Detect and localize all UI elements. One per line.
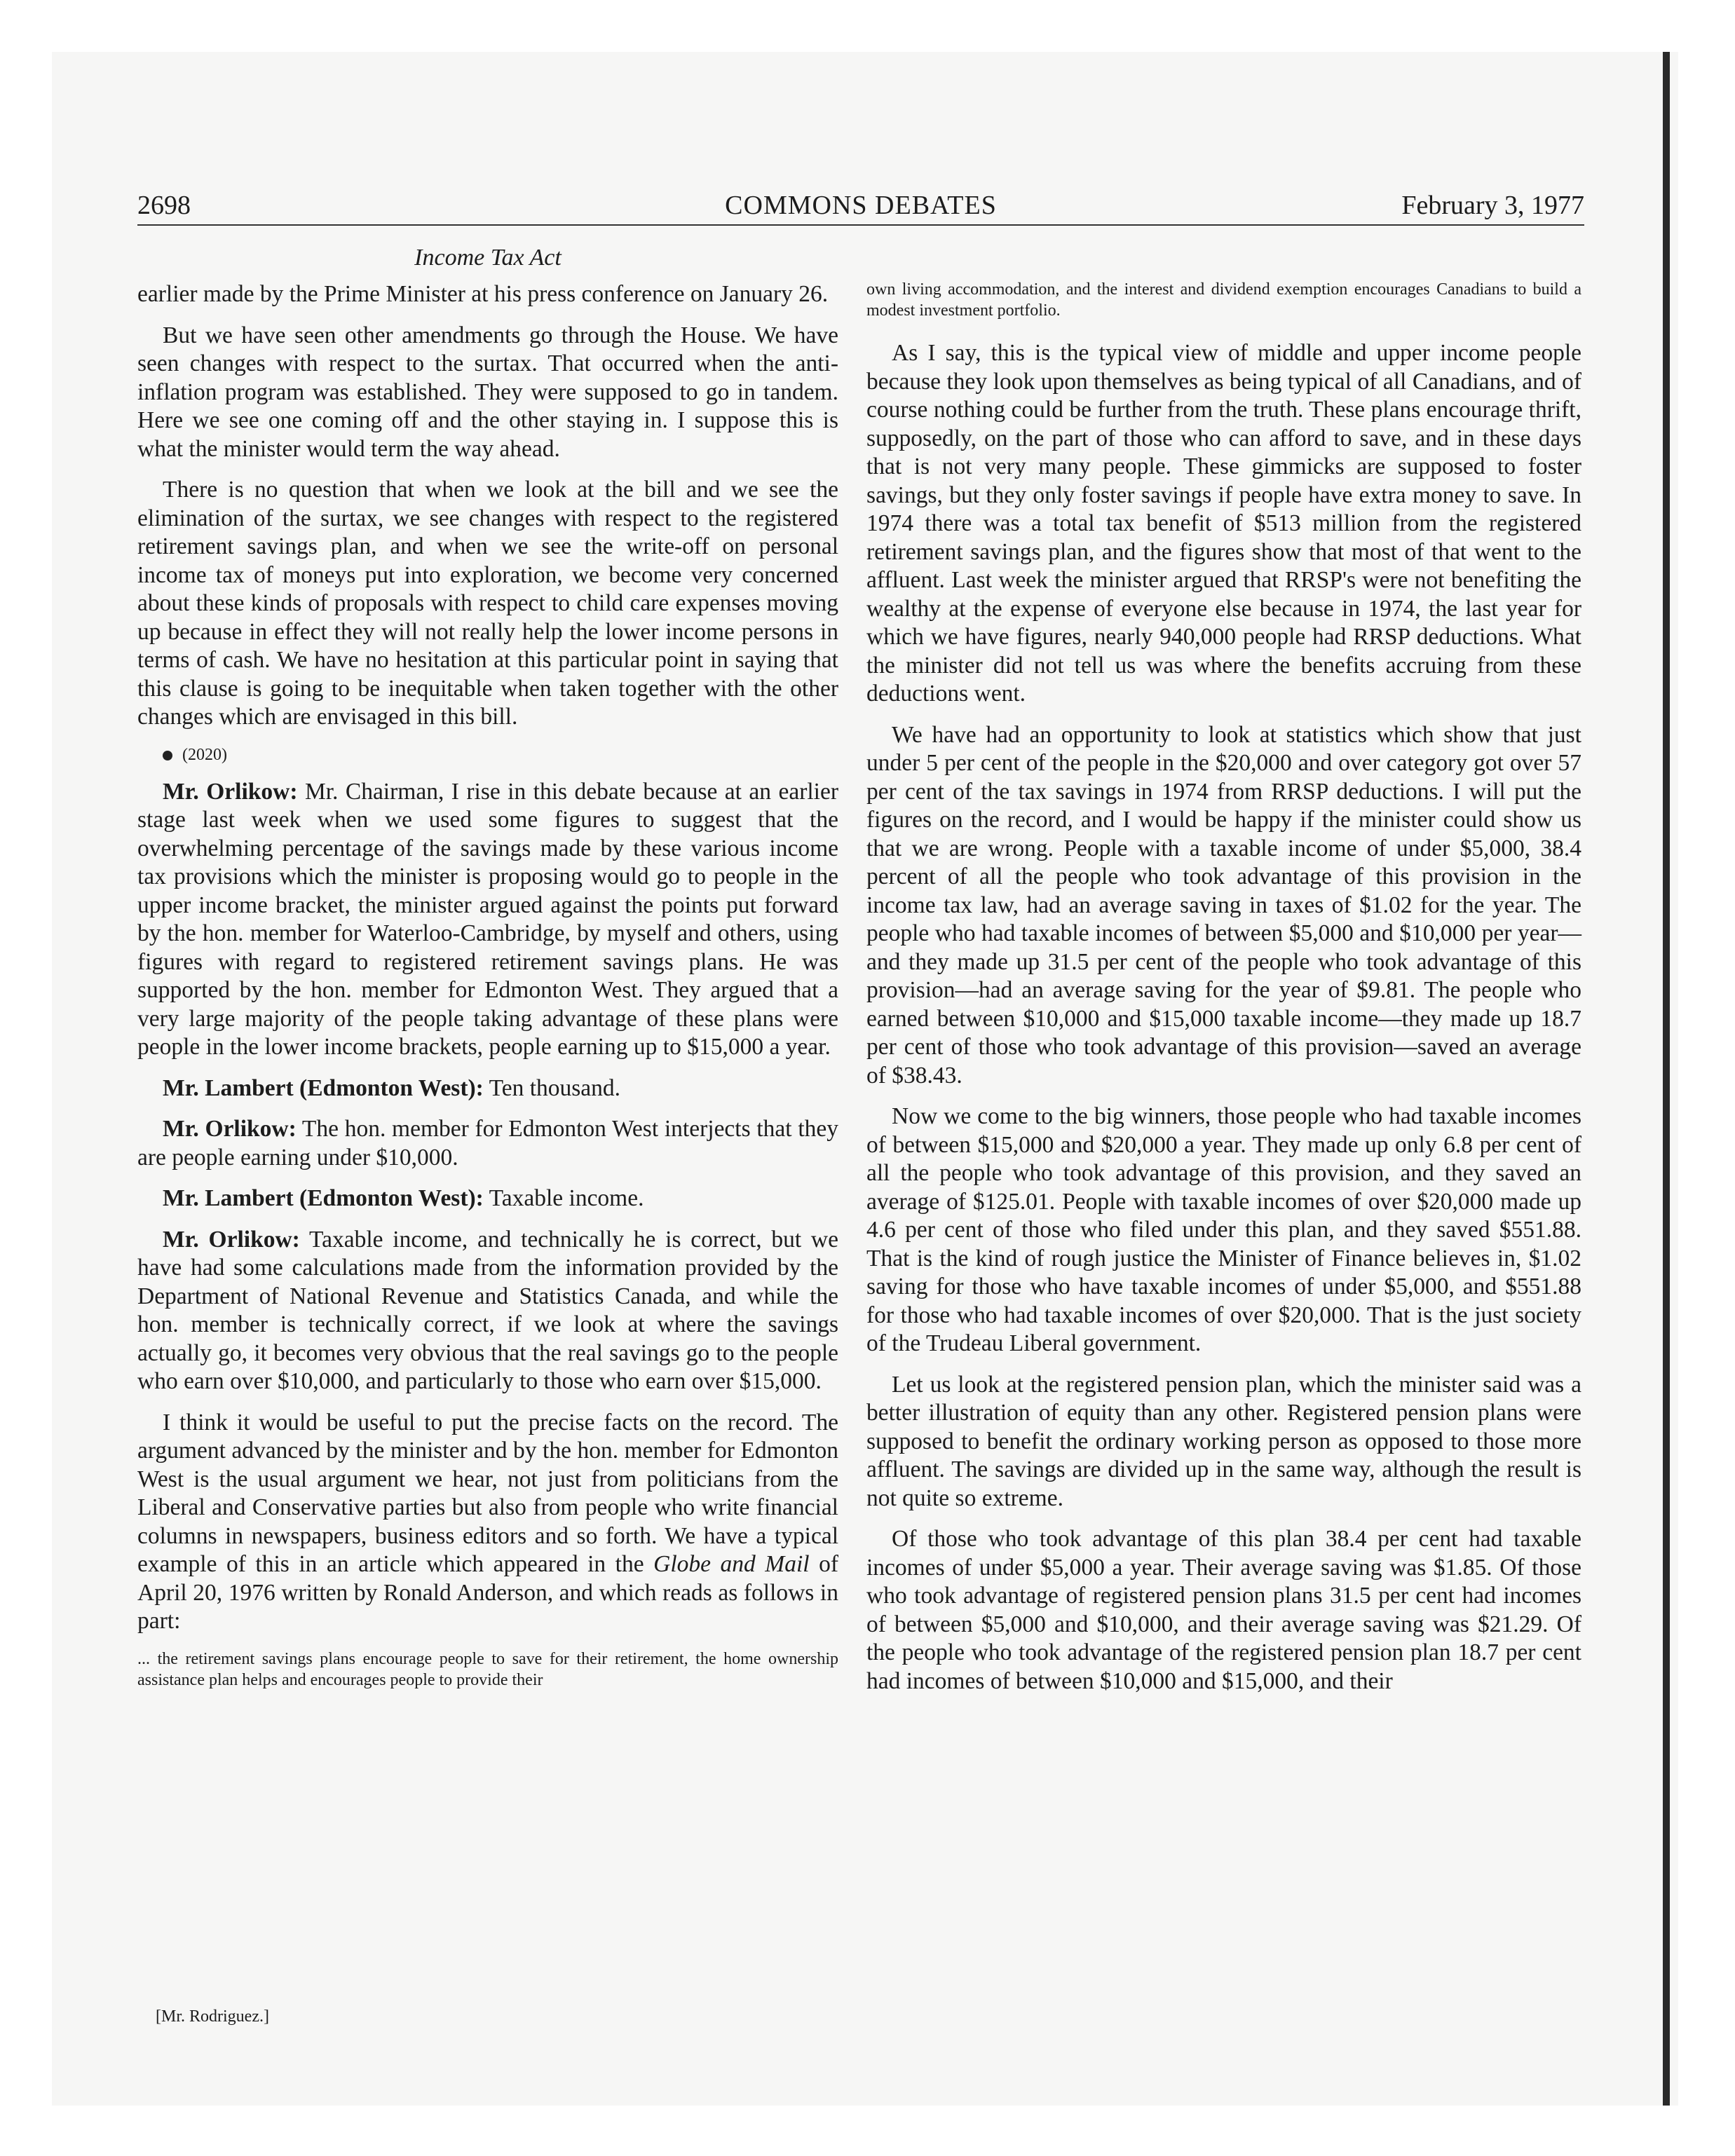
speech-text: Taxable income, and technically he is correct, but we have had some calculations made from the information provided by the Department of National Revenue and Statistics Canada, and while the hon. member is technically correct, if we look at where the savings actually go, it becomes very obvious that the real savings go to the people who earn over $10,000, and particularly to those who earn over $15,000. xyxy=(137,1226,838,1394)
bullet-icon xyxy=(163,751,172,760)
block-quote: ... the retirement savings plans encourage people to save for their retirement, the home ownership assistance plan helps and encourages people to provide their xyxy=(137,1649,838,1689)
speaker-name: Mr. Lambert (Edmonton West): xyxy=(163,1074,484,1101)
running-header xyxy=(137,186,1584,224)
page-date: February 3, 1977 xyxy=(1401,191,1584,220)
paragraph xyxy=(137,1409,838,1636)
paragraph: We have had an opportunity to look at statistics which show that just under 5 per cent of the people in the $20,000 and over category got over 57 per cent of the tax savings in 1974 from RRSP deductions. I will put the figures on the record, and I would be happy if the minister could show us that we are wrong. People with a taxable income of under $5,000, 38.4 percent of all the people who took advantage of this provision in the income tax law, had an average saving in taxes of $1.02 for the year. The people who had taxable incomes of between $5,000 and $10,000 per year—and they made up 31.5 per cent of the people who took advantage of this provision—had an average saving for the year of $9.81. The people who earned between $10,000 and $15,000 taxable income—they made up 18.7 per cent of those who took advantage of this provision—saved an average of $38.43. xyxy=(866,721,1581,1089)
page-edge-shadow xyxy=(1663,52,1670,2106)
speaker-name: Mr. Orlikow: xyxy=(163,778,298,805)
publication-name: Globe and Mail xyxy=(653,1551,810,1577)
paragraph xyxy=(137,1115,838,1172)
time-marker-label: (2020) xyxy=(182,745,227,764)
publication-title: COMMONS DEBATES xyxy=(725,191,997,220)
speech-text: Mr. Chairman, I rise in this debate because at an earlier stage last week when we used some figures to suggest that the overwhelming percentage of the savings made by these various income tax provisions which the minister is proposing would go to people in the upper income bracket, the minister argued against the points put forward by the hon. member for Waterloo-Cambridge, by myself and others, using figures with regard to registered retirement savings plans. He was supported by the hon. member for Edmonton West. They argued that a very large majority of the people taking advantage of these plans were people in the lower income brackets, people earning up to $15,000 a year. xyxy=(137,778,838,1060)
speaker-name: Mr. Orlikow: xyxy=(163,1116,297,1142)
paragraph xyxy=(137,1185,838,1213)
speaker-name: Mr. Lambert (Edmonton West): xyxy=(163,1185,484,1211)
paragraph: Now we come to the big winners, those people who had taxable incomes of between $15,000 and $20,000 a year. They made up only 6.8 per cent of all the people who took advantage of this provision, and they saved an average of $125.01. People with taxable incomes of over $20,000 made up 4.6 per cent of those who filed under this plan, and they saved $551.88. That is the kind of rough justice the Minister of Finance believes in, $1.02 saving for those who have taxable incomes of under $5,000, and $551.88 for those who had taxable incomes of over $20,000. That is the just society of the Trudeau Liberal government. xyxy=(866,1103,1581,1356)
section-title: Income Tax Act xyxy=(414,245,562,271)
paragraph: earlier made by the Prime Minister at his press conference on January 26. xyxy=(137,281,829,307)
right-column xyxy=(866,279,1581,1708)
speech-text: of April 20, 1976 written by Ronald Anderson, and which reads as follows in part: xyxy=(137,1551,839,1634)
left-column xyxy=(137,280,838,1698)
speaker-name: Mr. Orlikow: xyxy=(163,1226,300,1253)
speech-text: Ten thousand. xyxy=(489,1074,621,1101)
speaker-footnote: [Mr. Rodriguez.] xyxy=(156,2007,269,2026)
paragraph xyxy=(137,778,838,1062)
paragraph: Let us look at the registered pension plan, which the minister said was a better illustration of equity than any other. Registered pension plans were supposed to benefit the ordinary working person as opposed to those more affluent. The savings are divided up in the same way, although the result is not quite so extreme. xyxy=(866,1371,1581,1511)
paragraph: Of those who took advantage of this plan 38.4 per cent had taxable incomes of under $5,000 a year. Their average saving was $1.85. Of those who took advantage of registered pension plans 31.5 per cent had incomes of between $5,000 and $10,000, and their average saving was $21.29. Of the people who took advantage of the registered pension plan 18.7 per cent had incomes of between $10,000 and $15,000, and their xyxy=(866,1526,1581,1694)
paragraph xyxy=(137,1226,838,1396)
paragraph: But we have seen other amendments go through the House. We have seen changes with respect to the surtax. That occurred when the anti-inflation program was established. They were supposed to go in tandem. Here we see one coming off and the other staying in. I suppose this is what the minister would term the way ahead. xyxy=(137,322,838,462)
block-quote: own living accommodation, and the interest and dividend exemption encourages Canadians to build a modest investment portfolio. xyxy=(866,280,1581,320)
page-number: 2698 xyxy=(137,191,191,220)
header-rule xyxy=(137,224,1584,226)
speech-text: Taxable income. xyxy=(489,1185,644,1211)
speech-text: The hon. member for Edmonton West interjects that they are people earning under $10,000. xyxy=(137,1116,838,1171)
paragraph: There is no question that when we look at the bill and we see the elimination of the surtax, we see changes with respect to the registered retirement savings plan, and when we see the write-off on personal income tax of moneys put into exploration, we become very concerned about these kinds of proposals with respect to child care expenses moving up because in effect they will not really help the lower income persons in terms of cash. We have no hesitation at this particular point in saying that this clause is going to be inequitable when taken together with the other changes which are envisaged in this bill. xyxy=(137,477,838,730)
time-marker xyxy=(137,744,838,765)
speech-text: I think it would be useful to put the precise facts on the record. The argument advanced by the minister and by the hon. member for Edmonton West is the usual argument we hear, not just from politicians from the Liberal and Conservative parties but also from people who write financial columns in newspapers, business editors and so forth. We have a typical example of this in an article which appeared in the xyxy=(137,1409,838,1577)
paragraph xyxy=(137,1074,838,1103)
paragraph: As I say, this is the typical view of middle and upper income people because they look upon themselves as being typical of all Canadians, and of course nothing could be further from the truth. These plans encourage thrift, supposedly, on the part of those who can afford to save, and in these days that is not very many people. These gimmicks are supposed to foster savings, but they only foster savings if people have extra money to save. In 1974 there was a total tax benefit of $513 million from the registered retirement savings plan, and the figures show that most of that went to the affluent. Last week the minister argued that RRSP's were not benefiting the wealthy at the expense of everyone else because in 1974, the last year for which we have figures, nearly 940,000 people had RRSP deductions. What the minister did not tell us was where the benefits accruing from these deductions went. xyxy=(866,340,1581,707)
